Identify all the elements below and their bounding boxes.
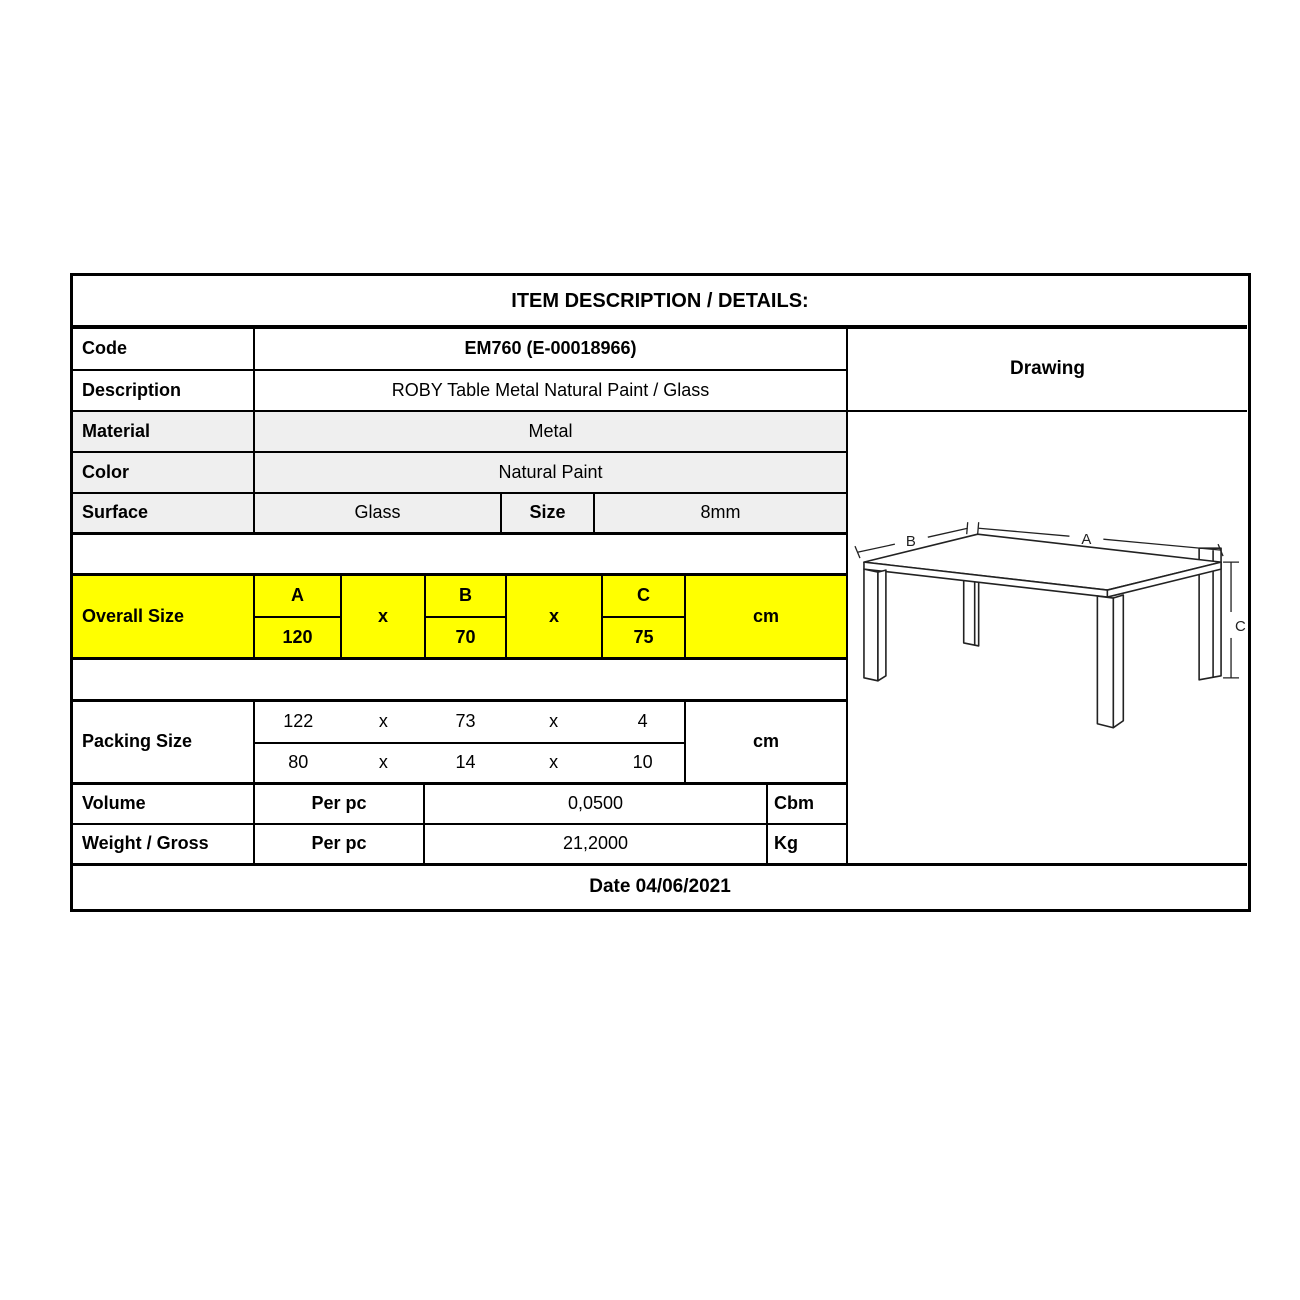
spacer-row — [73, 535, 848, 576]
packing-dim: 10 — [632, 752, 653, 773]
table-drawing — [848, 488, 1247, 738]
volume-value: 0,0500 — [425, 785, 768, 825]
drawing-header: Drawing — [848, 329, 1247, 412]
packing-dim: 4 — [637, 711, 648, 732]
packing-dim: 122 — [283, 711, 314, 732]
volume-per-pc: Per pc — [255, 785, 425, 825]
size-label: Size — [502, 494, 595, 535]
weight-value: 21,2000 — [425, 825, 768, 866]
description-value: ROBY Table Metal Natural Paint / Glass — [255, 371, 848, 412]
weight-per-pc: Per pc — [255, 825, 425, 866]
volume-label: Volume — [73, 785, 255, 825]
packing-sep: x — [549, 752, 559, 773]
packing-size-label: Packing Size — [73, 702, 255, 785]
code-value: EM760 (E-00018966) — [255, 329, 848, 371]
packing-size-row1 — [255, 702, 686, 744]
material-value: Metal — [255, 412, 848, 453]
table-front-right-leg — [1097, 596, 1113, 728]
spec-sheet — [70, 273, 1251, 912]
code-label: Code — [73, 329, 255, 371]
volume-unit: Cbm — [768, 785, 848, 825]
weight-label: Weight / Gross — [73, 825, 255, 866]
description-label: Description — [73, 371, 255, 412]
dimension-label-b: B — [905, 533, 916, 551]
overall-size-dim-c-name: C — [603, 576, 686, 618]
packing-dim: 14 — [455, 752, 476, 773]
spacer-row — [73, 660, 848, 702]
color-label: Color — [73, 453, 255, 494]
overall-size-separator: x — [342, 576, 426, 660]
dimension-label-a: A — [1081, 531, 1092, 549]
overall-size-unit: cm — [686, 576, 848, 660]
overall-size-dim-b-name: B — [426, 576, 507, 618]
drawing-panel — [848, 412, 1247, 866]
overall-size-dim-a-name: A — [255, 576, 342, 618]
surface-value: Glass — [255, 494, 502, 535]
packing-size-row2 — [255, 744, 686, 785]
weight-unit: Kg — [768, 825, 848, 866]
overall-size-separator: x — [507, 576, 603, 660]
packing-sep: x — [378, 711, 388, 732]
material-label: Material — [73, 412, 255, 453]
surface-label: Surface — [73, 494, 255, 535]
overall-size-dim-c-value: 75 — [603, 618, 686, 660]
dimension-label-c: C — [1235, 617, 1246, 635]
packing-dim: 73 — [455, 711, 476, 732]
size-value: 8mm — [595, 494, 848, 535]
table-front-left-leg — [864, 569, 878, 681]
color-value: Natural Paint — [255, 453, 848, 494]
overall-size-dim-b-value: 70 — [426, 618, 507, 660]
date-row: Date 04/06/2021 — [589, 876, 731, 898]
overall-size-dim-a-value: 120 — [255, 618, 342, 660]
packing-sep: x — [378, 752, 388, 773]
packing-size-unit: cm — [686, 702, 848, 785]
sheet-title: ITEM DESCRIPTION / DETAILS: — [73, 276, 1247, 329]
packing-dim: 80 — [288, 752, 309, 773]
overall-size-label: Overall Size — [73, 576, 255, 660]
packing-sep: x — [549, 711, 559, 732]
